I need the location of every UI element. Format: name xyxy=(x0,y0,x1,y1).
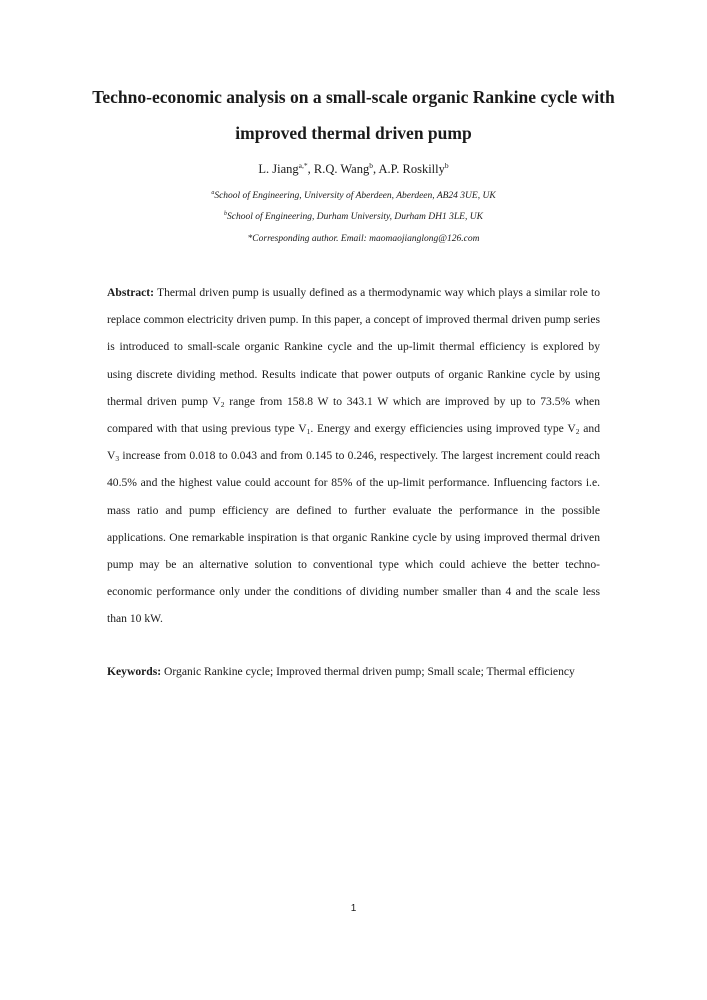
abstract-text: . Energy and exergy efficiencies using improved type V xyxy=(310,422,576,436)
keywords-line xyxy=(107,664,627,680)
affiliation-text: School of Engineering, Durham University, Durham DH1 3LE, UK xyxy=(227,212,483,222)
keywords-text: Organic Rankine cycle; Improved thermal driven pump; Small scale; Thermal efficiency xyxy=(161,665,575,678)
page-number: 1 xyxy=(350,903,357,914)
abstract-text: increase from 0.018 to 0.043 and from 0.145 to 0.246, respectively. The largest increment could reach 40.5% and the highest value could account for 85% of the up-limit performance. Influencing factors i.e. mass ratio and pump efficiency are defined to further evaluate the performance in the possible applications. One remarkable inspiration is that organic Rankine cycle by using improved thermal driven pump may be an alternative solution to conventional type which could achieve the better techno-economic performance only under the conditions of dividing number smaller than 4 and the scale less than 10 kW. xyxy=(107,449,600,626)
keywords-heading: Keywords: xyxy=(107,665,162,678)
subscript: 1 xyxy=(306,427,311,437)
abstract-paragraph xyxy=(107,279,600,633)
abstract-text: range from 158.8 W to 343.1 W which are improved by up to 73.5% when compared with that using previous type V xyxy=(107,394,601,436)
paper-title-line-2: improved thermal driven pump xyxy=(235,123,472,143)
author-affiliation-marker: b xyxy=(369,161,373,170)
abstract-text: and V xyxy=(107,422,600,463)
abstract-heading: Abstract: xyxy=(107,286,155,299)
subscript: 2 xyxy=(220,399,225,409)
affiliation xyxy=(0,211,707,224)
author-list: L. Jiang$^{a,*}$, R.Q. Wang$^b$, A.P. Roskilly$^b$ xyxy=(258,161,449,176)
affiliation-marker: a xyxy=(211,190,215,196)
affiliation xyxy=(0,190,707,203)
author-name: R.Q. Wang xyxy=(313,162,370,176)
affiliation-text: School of Engineering, University of Aberdeen, Aberdeen, AB24 3UE, UK xyxy=(214,191,496,201)
subscript: 3 xyxy=(115,454,120,464)
affiliation-marker: b xyxy=(224,211,228,217)
author-affiliation-marker: b xyxy=(444,161,449,170)
paper-title-line-1: Techno-economic analysis on a small-scale organic Rankine cycle with xyxy=(92,87,615,107)
author-affiliation-marker: a,* xyxy=(298,161,308,170)
subscript: 2 xyxy=(575,427,580,437)
author-name: L. Jiang xyxy=(258,162,299,176)
abstract-text: Thermal driven pump is usually defined as a thermodynamic way which plays a similar role to replace common electricity driven pump. In this paper, a concept of improved thermal driven pump series is introduced to small-scale organic Rankine cycle and the up-limit thermal efficiency is explored by using discrete dividing method. Results indicate that power outputs of organic Rankine cycle by using thermal driven pump V xyxy=(107,286,600,408)
author-name: A.P. Roskilly xyxy=(378,162,445,176)
corresponding-author-note: *Corresponding author. Email: maomaojianglong@126.com xyxy=(247,234,480,244)
